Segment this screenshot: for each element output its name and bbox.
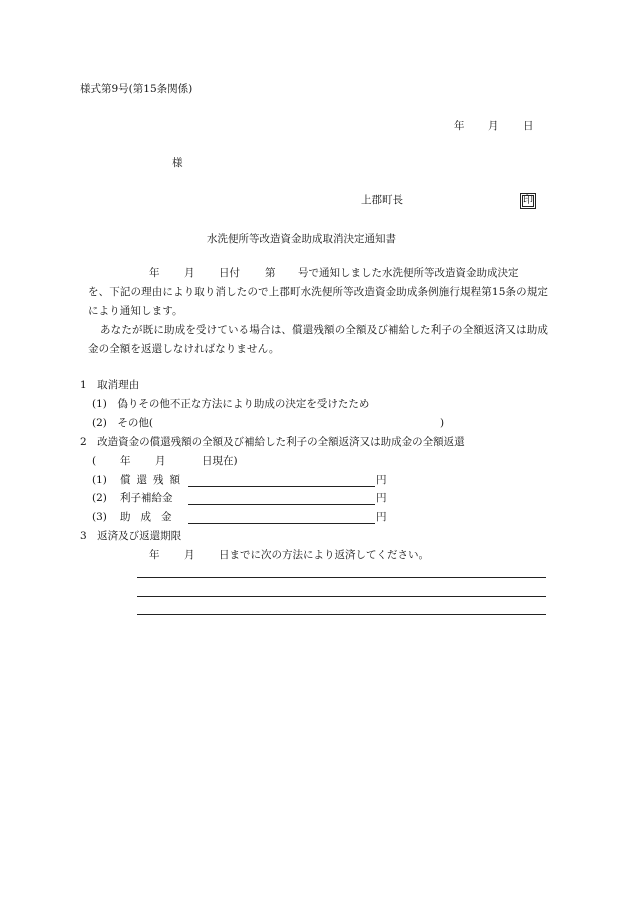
body-p1-rest: を、下記の理由により取り消したので上郡町水洗便所等改造資金助成条例施行規程第15条の規定により通知します。 (88, 286, 548, 317)
p1-rest: 号で通知しました水洗便所等改造資金助成決定 (298, 267, 519, 279)
amount-row-num: (1) (92, 474, 107, 486)
seal-mark: 印 (523, 195, 533, 206)
section1-heading: 1 取消理由 (80, 379, 140, 391)
as-of-month: 月 (155, 455, 166, 467)
addressee-suffix: 様 (172, 157, 183, 169)
amount-row-label: 利子補給金 (120, 492, 173, 504)
amount-row-underline (188, 523, 375, 524)
method-blank-line (137, 614, 546, 615)
amount-row-unit: 円 (376, 474, 387, 486)
seal-stamp (520, 193, 536, 209)
amount-row-num: (2) (92, 492, 107, 504)
amount-row-label: 償還残額 (120, 474, 186, 486)
issuer-name: 上郡町長 (361, 194, 403, 206)
amount-row-label: 助成金 (120, 511, 182, 523)
deadline-rest: 日までに次の方法により返済してください。 (219, 549, 429, 561)
as-of-open: ( (92, 455, 97, 467)
document-title: 水洗便所等改造資金助成取消決定通知書 (207, 233, 396, 245)
p1-dai: 第 (265, 267, 276, 279)
body-p2: あなたが既に助成を受けている場合は、償還残額の全額及び補給した利子の全額返済又は助成金の全額を返還しなければなりません。 (88, 324, 548, 355)
as-of-day: 日現在) (202, 455, 238, 467)
deadline-year: 年 (149, 549, 160, 561)
method-blank-line (137, 596, 546, 597)
date-year: 年 (454, 120, 465, 132)
date-month: 月 (488, 120, 499, 132)
section1-item2-prefix: (2) その他( (92, 417, 153, 429)
date-day: 日 (523, 120, 534, 132)
section3-heading: 3 返済及び返還期限 (80, 530, 182, 542)
method-blank-line (137, 577, 546, 578)
seal-inner-border (522, 195, 534, 207)
section1-item1: (1) 偽りその他不正な方法により助成の決定を受けたため (92, 398, 370, 410)
as-of-year: 年 (120, 455, 131, 467)
deadline-month: 月 (184, 549, 195, 561)
form-number: 様式第9号(第15条関係) (80, 83, 193, 95)
amount-row-underline (188, 504, 375, 505)
amount-row-unit: 円 (376, 492, 387, 504)
section2-heading: 2 改造資金の償還残額の全額及び補給した利子の全額返済又は助成金の全額返還 (80, 436, 465, 448)
section1-item2-suffix: ) (440, 417, 445, 429)
p1-day: 日付 (219, 267, 240, 279)
p1-month: 月 (184, 267, 195, 279)
amount-row-underline (188, 486, 375, 487)
amount-row-num: (3) (92, 511, 107, 523)
p1-year: 年 (149, 267, 160, 279)
amount-row-unit: 円 (376, 511, 387, 523)
